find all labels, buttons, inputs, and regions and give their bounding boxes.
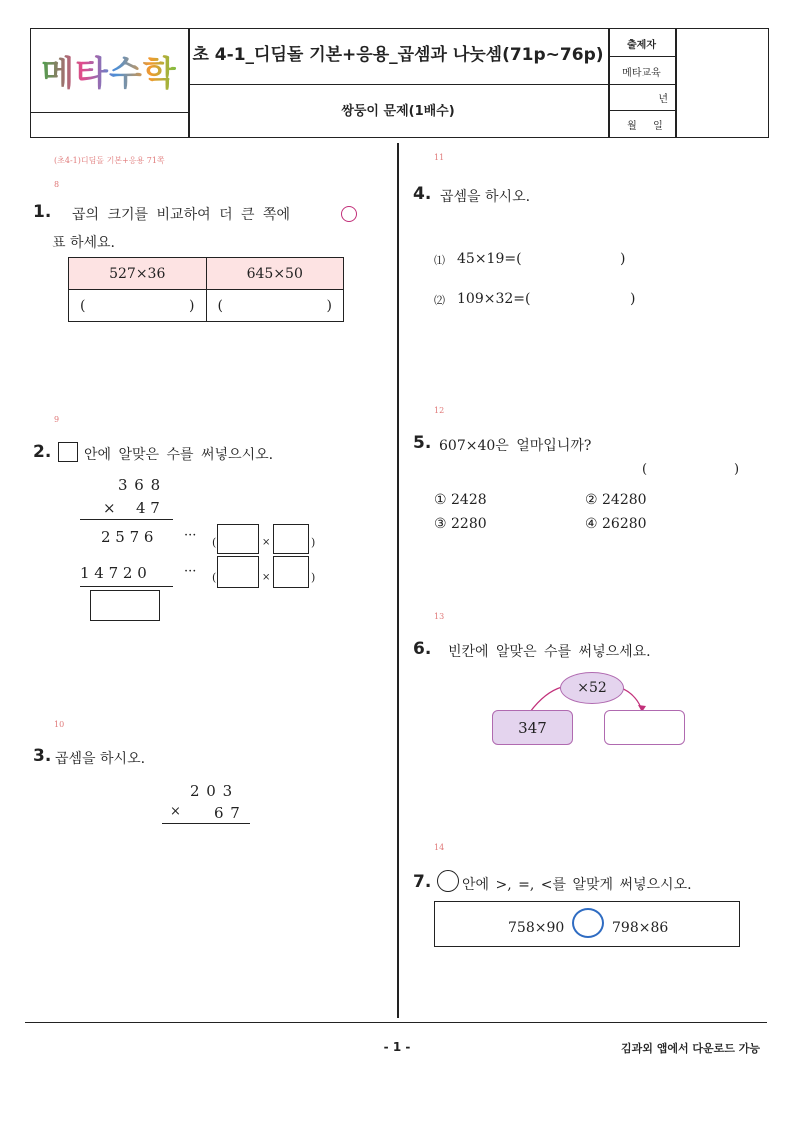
q2-paren-close: ) [311,536,316,549]
q2-blank-box[interactable] [217,524,259,554]
q4-number: 4. [413,184,432,204]
q6-index: 13 [434,612,445,621]
month-label: 월 [627,121,637,132]
q3-row1: 2 0 3 [190,782,233,800]
q1-left-head: 527×36 [69,258,207,290]
q6-answer-box[interactable] [604,710,685,745]
q2-text: 안에 알맞은 수를 써넣으시오. [84,447,274,463]
header-divider [608,84,675,85]
q4-text: 곱셈을 하시오. [440,189,531,205]
q7-right: 798×86 [612,920,669,936]
q7-number: 7. [413,872,432,892]
q2-index: 9 [54,415,60,424]
circle-icon [437,870,459,892]
q1-source: (초4-1)디딤돌 기본+응용 71쪽 [54,156,165,165]
q2-row4: 1 4 7 2 0 [80,564,147,582]
author-label: 출제자 [627,40,656,51]
q1-index: 8 [54,180,60,189]
q4-item1-label: ⑴ [434,254,445,267]
q6-number: 6. [413,639,432,659]
q4-item2-expr: 109×32=( [457,291,531,307]
page-title: 초 4-1_디딤돌 기본+응용_곱셈과 나눗셈(71p~76p) [192,45,604,65]
header-divider [608,56,675,57]
q3-line [162,823,250,824]
q2-row2: 4 7 [136,499,160,517]
page-number: - 1 - [383,1040,411,1054]
q7-left: 758×90 [508,920,565,936]
q2-blank-box[interactable] [217,556,259,588]
q3-number: 3. [33,746,52,766]
q1-table [68,257,344,322]
header-divider [188,84,608,85]
q4-index: 11 [434,153,445,162]
q2-line [80,586,173,587]
header-divider [30,112,188,113]
footer-line [25,1022,767,1023]
q6-operator: ×52 [577,680,607,696]
year-label: 년 [658,94,668,105]
q6-operator-bubble [560,672,624,704]
q2-row3: 2 5 7 6 [101,528,154,546]
q4-item2-close: ) [630,291,636,307]
q3-text: 곱셈을 하시오. [55,751,146,767]
q2-paren-open: ( [212,571,217,584]
q6-text: 빈칸에 알맞은 수를 써넣으세요. [448,644,651,660]
q5-choice-4[interactable]: ④ 26280 [585,516,647,532]
blank-box-icon [58,442,78,462]
q2-blank-box[interactable] [273,556,309,588]
q1-right-answer[interactable]: ( ) [206,290,344,322]
q2-times-small: × [262,537,271,548]
day-label: 일 [653,121,663,132]
q5-text: 607×40은 얼마입니까? [439,438,592,454]
q1-text-line2: 표 하세요. [52,235,115,251]
author-value: 메타교육 [622,68,661,79]
q5-choice-3[interactable]: ③ 2280 [434,516,487,532]
q2-ellipsis: ··· [184,564,197,579]
q6-start-box [492,710,573,745]
q3-index: 10 [54,720,65,729]
q2-line [80,519,173,520]
q4-item2-label: ⑵ [434,294,445,307]
q5-choice-2[interactable]: ② 24280 [585,492,647,508]
q7-answer-circle[interactable] [572,908,604,938]
logo [30,28,188,112]
q1-right-head: 645×50 [206,258,344,290]
column-divider [397,143,399,1018]
page-subtitle: 쌍둥이 문제(1배수) [341,104,455,119]
q1-number: 1. [33,202,52,222]
q7-index: 14 [434,843,445,852]
q3-times: × [170,804,181,819]
q1-text: 곱의 크기를 비교하여 더 큰 쪽에 [72,207,291,223]
q2-paren-close: ) [311,571,316,584]
q2-times: × [103,499,116,517]
q6-start-value: 347 [518,718,547,737]
q2-blank-box[interactable] [273,524,309,554]
header-divider [608,110,675,111]
circle-icon [341,206,357,222]
q5-paren-open: ( [642,462,648,477]
q2-answer-box[interactable] [90,590,160,621]
q2-times-small: × [262,572,271,583]
logo-text: 메타수학 [41,46,176,95]
q7-text: 안에 >, =, <를 알맞게 써넣으시오. [462,877,692,893]
q4-item1-close: ) [620,251,626,267]
q2-number: 2. [33,442,52,462]
q5-number: 5. [413,433,432,453]
q5-choice-1[interactable]: ① 2428 [434,492,487,508]
q5-index: 12 [434,406,445,415]
footer-note: 김과외 앱에서 다운로드 가능 [621,1042,760,1055]
q2-row1: 3 6 8 [118,476,161,494]
header-divider [675,28,677,138]
q1-left-answer[interactable]: ( ) [69,290,207,322]
q2-paren-open: ( [212,536,217,549]
q4-item1-expr: 45×19=( [457,251,522,267]
q2-ellipsis: ··· [184,528,197,543]
q3-row2: 6 7 [214,804,240,822]
q5-paren-close: ) [734,462,740,477]
